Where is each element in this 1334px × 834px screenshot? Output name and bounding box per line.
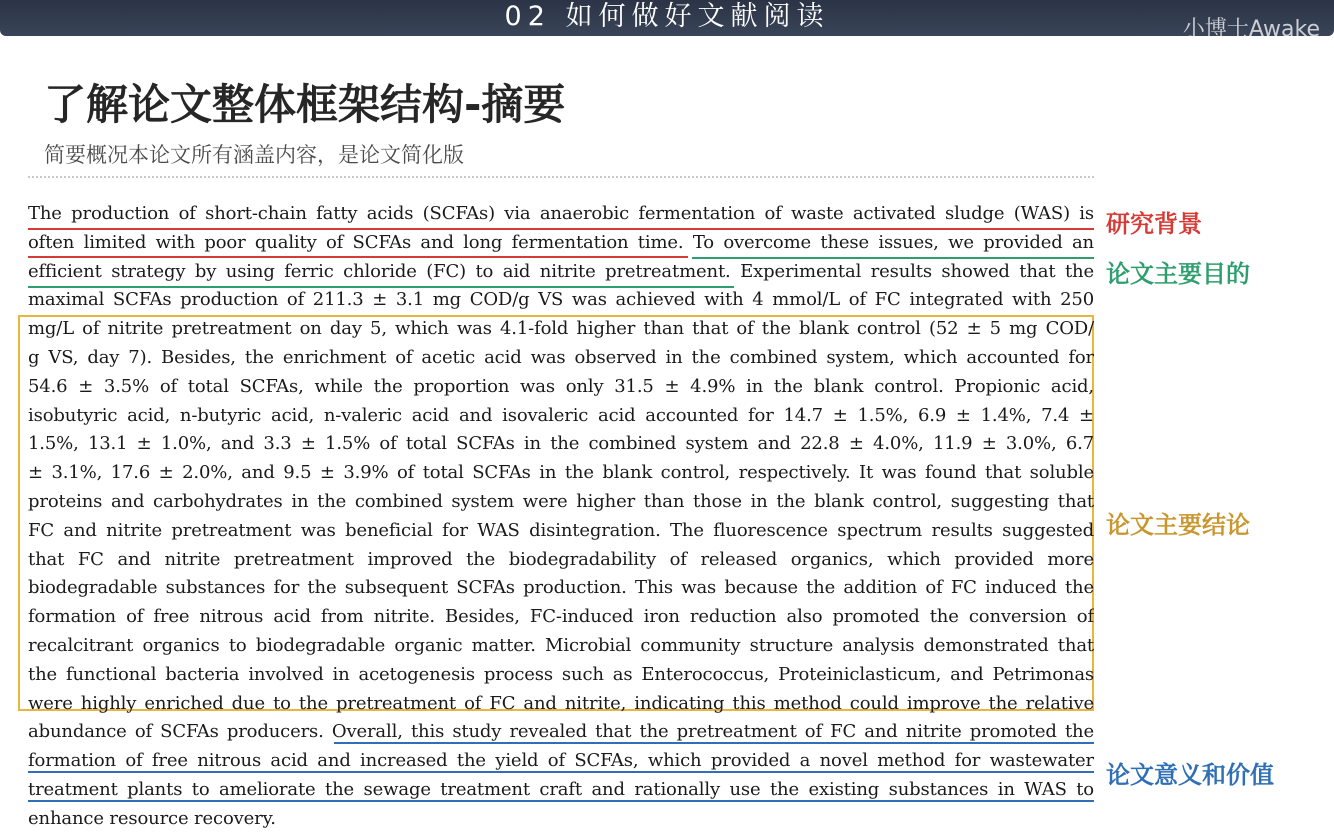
abstract-line: the functional bacteria involved in acetogenesis process such as Enterococcus, Proteiniclasticum, and Petrimonas [28,663,1094,685]
abstract-line: 54.6 ± 3.5% of total SCFAs, while the proportion was only 31.5 ± 4.9% in the blank control. Propionic acid, [28,375,1094,397]
abstract-line: The production of short-chain fatty acids (SCFAs) via anaerobic fermentation of waste activated sludge (WAS) is [28,203,1094,224]
abstract-line: formation of free nitrous acid and increased the yield of SCFAs, which provided a novel method for wastewater [28,750,1094,772]
label-background: 研究背景 [1106,210,1202,238]
abstract-line: g VS, day 7). Besides, the enrichment of acetic acid was observed in the combined system, which accounted for [28,346,1094,368]
page-subtitle: 简要概况本论文所有涵盖内容，是论文简化版 [44,143,464,167]
purpose-underline [28,286,734,288]
abstract-line: efficient strategy by using ferric chloride (FC) to aid nitrite pretreatment. Experimental results showed that the [28,260,1094,282]
label-significance: 论文意义和价值 [1106,761,1274,789]
abstract-line: maximal SCFAs production of 211.3 ± 3.1 mg COD/g VS was achieved with 4 mmol/L of FC integrated with 250 [28,289,1094,311]
abstract-line: recalcitrant organics to biodegradable organic matter. Microbial community structure analysis demonstrated that [28,634,1094,656]
background-underline [28,256,688,258]
watermark: 小博士Awake [1182,17,1320,42]
abstract-line: 1.5%, 13.1 ± 1.0%, and 3.3 ± 1.5% of total SCFAs in the combined system and 22.8 ± 4.0%, 11.9 ± 3.0%, 6.7 [28,433,1094,455]
significance-underline [28,800,1094,802]
abstract-line: mg/L of nitrite pretreatment on day 5, which was 4.1-fold higher than that of the blank control (52 ± 5 mg COD/ [28,318,1094,340]
divider [28,176,1094,178]
abstract-line: treatment plants to ameliorate the sewage treatment craft and rationally use the existing substances in WAS to [28,778,1094,800]
abstract-line: were highly enriched due to the pretreatment of FC and nitrite, indicating this method could improve the relative [28,692,1094,714]
abstract-line: enhance resource recovery. [28,807,276,829]
abstract-line: FC and nitrite pretreatment was beneficial for WAS disintegration. The fluorescence spectrum results suggested [28,519,1094,541]
abstract-line: often limited with poor quality of SCFAs and long fermentation time. To overcome these issues, we provided an [28,231,1094,253]
page-title: 了解论文整体框架结构-摘要 [44,80,566,129]
abstract-line: that FC and nitrite pretreatment improved the biodegradability of released organics, which provided more [28,548,1094,570]
significance-underline [334,742,1094,744]
abstract-line: isobutyric acid, n-butyric acid, n-valeric acid and isovaleric acid accounted for 14.7 ± 1.5%, 6.9 ± 1.4%, 7.4 ± [28,404,1094,426]
significance-underline [28,771,1094,773]
section-title: 02 如何做好文献阅读 [504,1,830,32]
abstract-line: abundance of SCFAs producers. Overall, this study revealed that the pretreatment of FC and nitrite promoted the [28,721,1094,743]
abstract-line: formation of free nitrous acid from nitrite. Besides, FC-induced iron reduction also promoted the conversion of [28,606,1094,628]
abstract-text [28,200,1094,834]
label-conclusion: 论文主要结论 [1106,511,1250,539]
background-underline [28,228,1094,230]
purpose-underline [692,257,1094,259]
abstract-line: proteins and carbohydrates in the combined system were higher than those in the blank control, suggesting that [28,490,1094,512]
abstract-line: biodegradable substances for the subsequent SCFAs production. This was because the addition of FC induced the [28,577,1094,599]
header-bar [0,0,1334,42]
abstract-line: ± 3.1%, 17.6 ± 2.0%, and 9.5 ± 3.9% of total SCFAs in the blank control, respectively. It was found that soluble [28,462,1094,484]
label-purpose: 论文主要目的 [1106,260,1250,288]
